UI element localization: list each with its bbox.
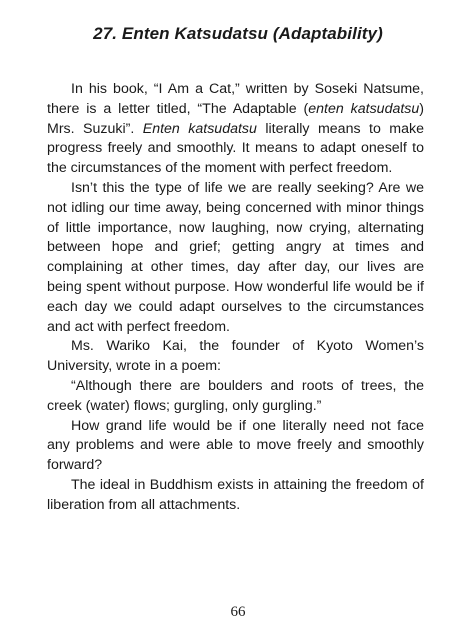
paragraph-2: Isn’t this the type of life we are really seeking? Are we not idling our time away, being concerned with minor things of little importance, now laughing, now crying, alternating between hope and grief; getting angry at times and complaining at other times, day after day, our lives are being spent without purpose. How wonderful life would be if each day we could adapt ourselves to the circumstances and act with perfect freedom.	[47, 179, 424, 335]
body-text	[47, 80, 424, 516]
page-number: 66	[230, 604, 246, 620]
chapter-title: 27. Enten Katsudatsu (Adaptability)	[93, 24, 383, 43]
paragraph-1-text: In his book, “I Am a Cat,” written by Soseki Natsume, there is a letter titled, “The Adaptable (	[47, 81, 424, 117]
paragraph-6: The ideal in Buddhism exists in attaining the freedom of liberation from all attachments.	[47, 476, 424, 513]
paragraph-1-italic-term: enten katsudatsu	[308, 100, 420, 117]
paragraph-1-text-3: literally means to make progress freely and smoothly. It means to adapt oneself to the circumstances of the moment with perfect freedom.	[47, 120, 424, 177]
paragraph-1	[47, 80, 424, 179]
poem-quote: “Although there are boulders and roots of trees, the creek (water) flows; gurgling, only gurgling.”	[47, 377, 424, 414]
paragraph-5: How grand life would be if one literally need not face any problems and were able to move freely and smoothly forward?	[47, 417, 424, 474]
paragraph-1-italic-term-2: Enten katsudatsu	[142, 120, 257, 137]
paragraph-1-text-2: ) Mrs. Suzuki”.	[47, 100, 425, 137]
paragraph-3: Ms. Wariko Kai, the founder of Kyoto Women’s University, wrote in a poem:	[47, 338, 424, 375]
